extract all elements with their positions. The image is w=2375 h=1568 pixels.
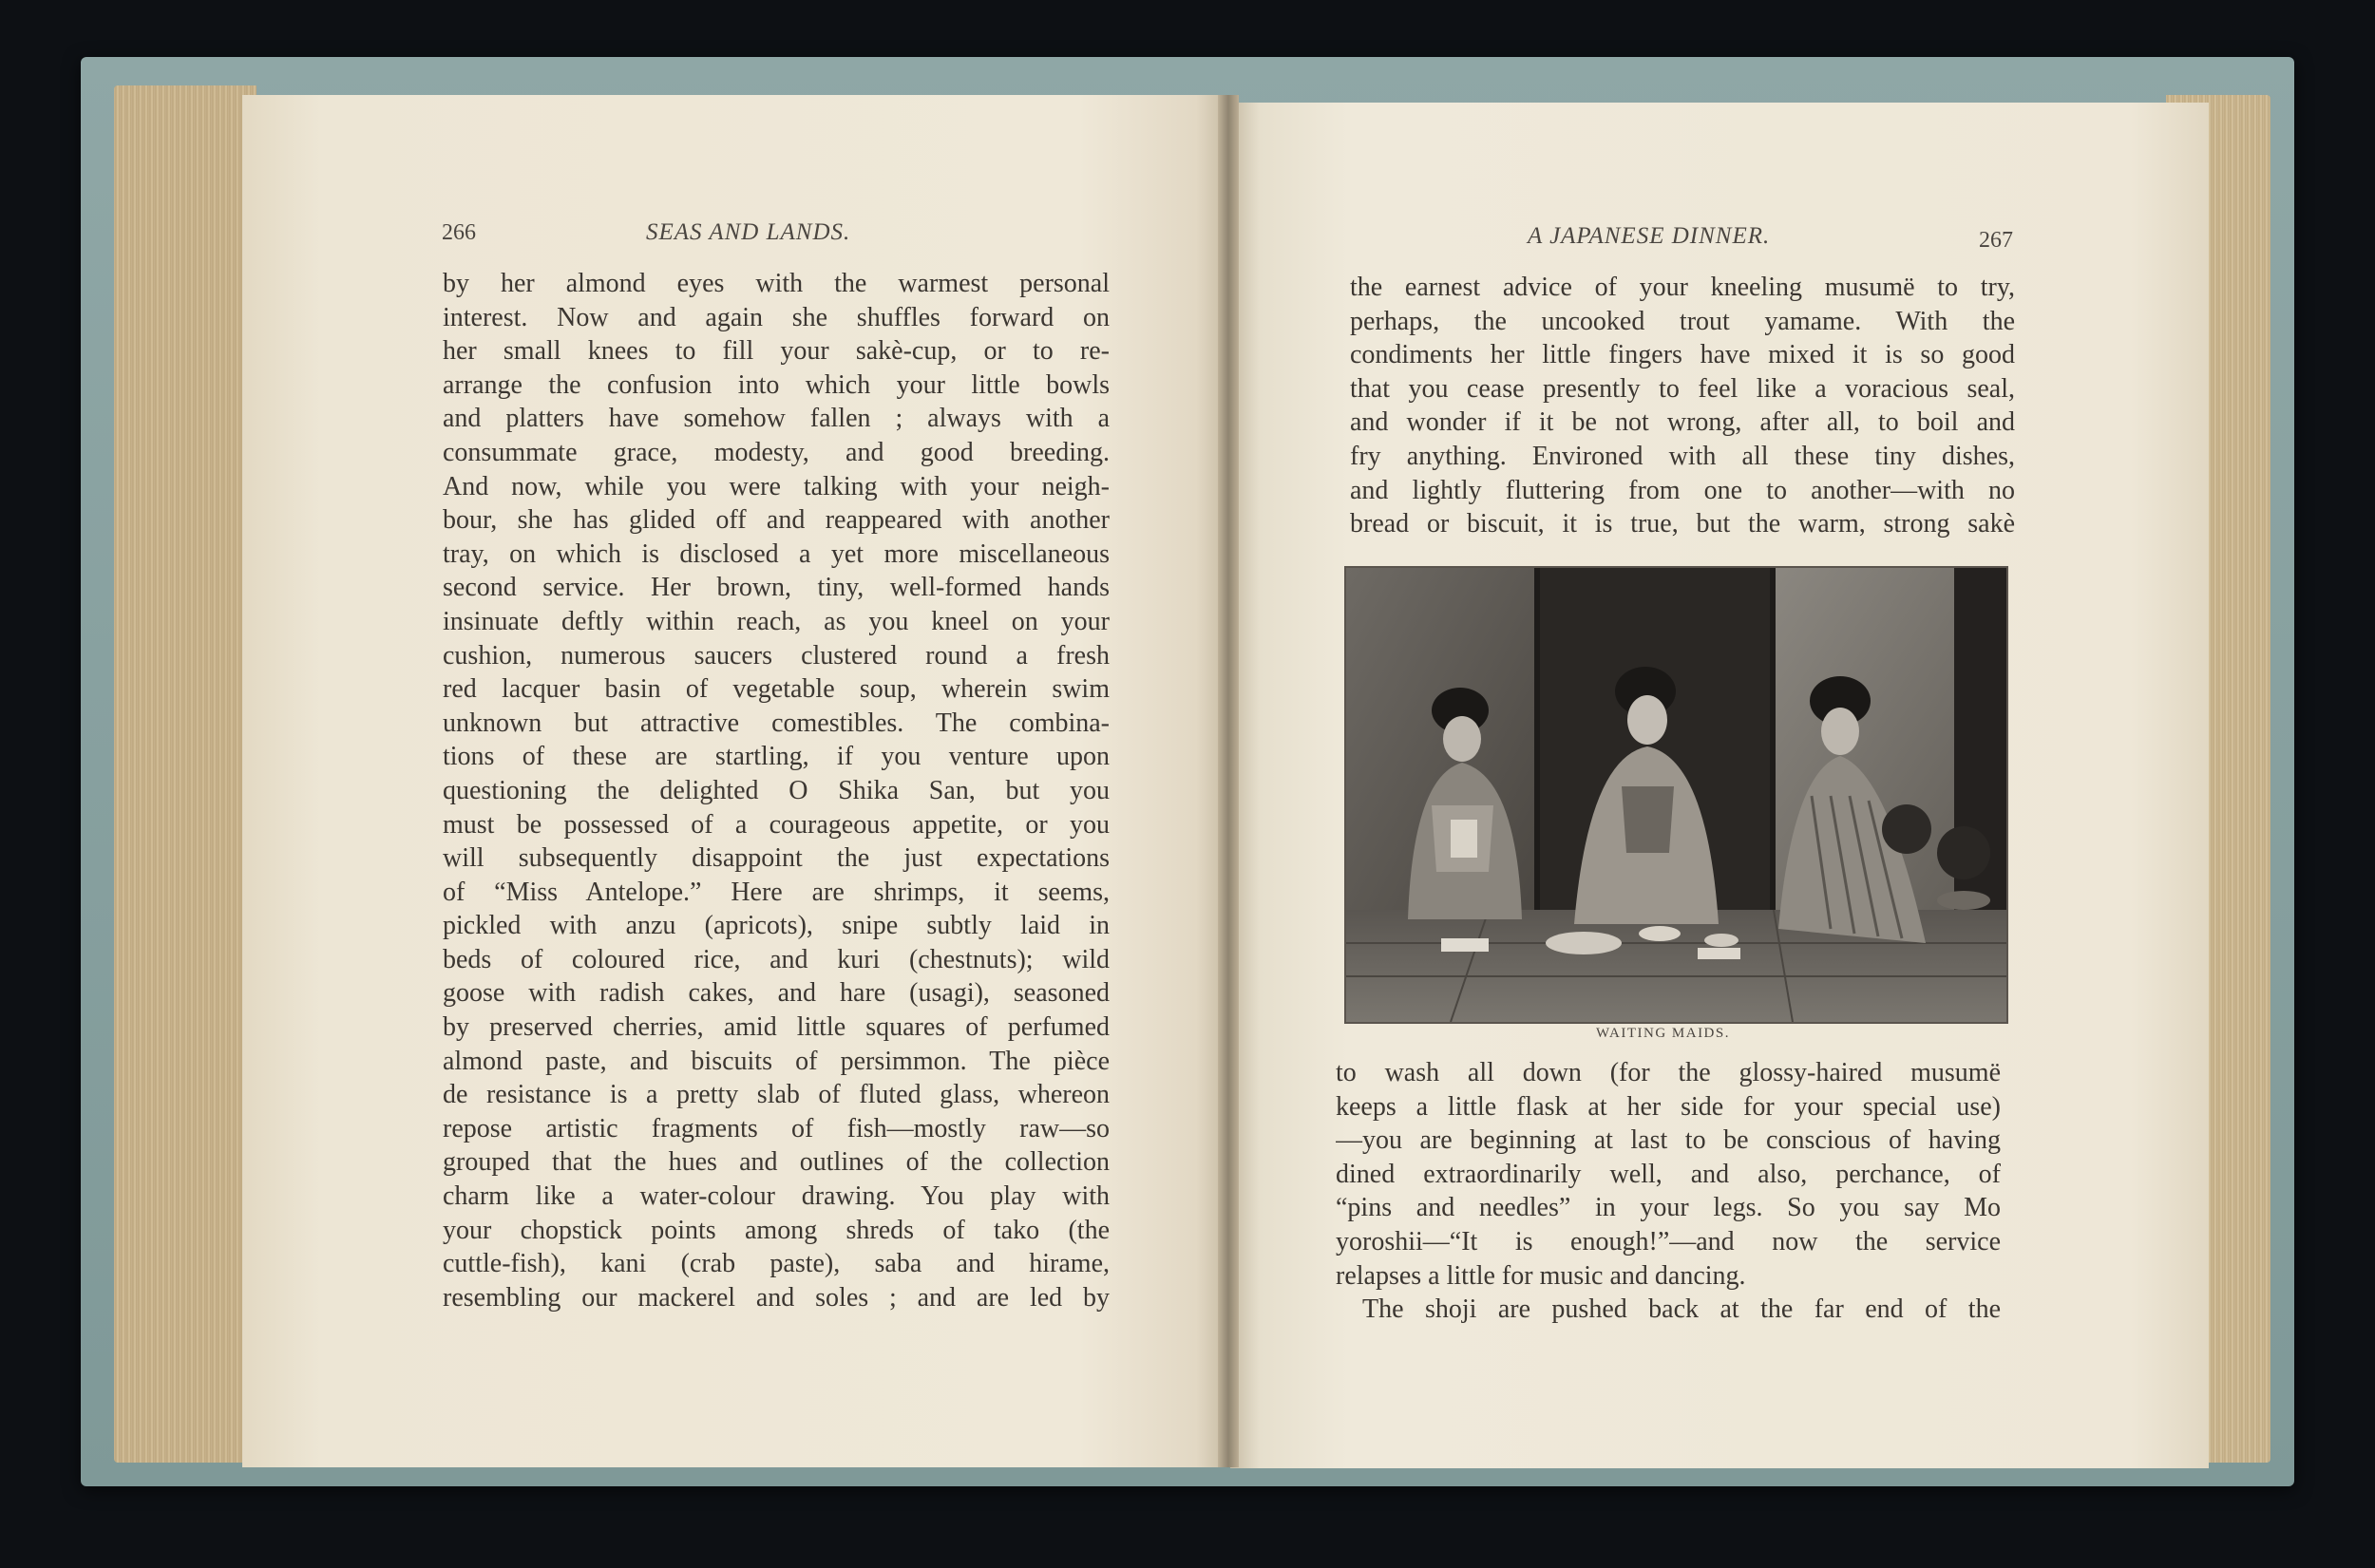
text-line: bread or biscuit, it is true, but the warm, strong sakè [1350, 509, 2015, 539]
book-gutter [1218, 95, 1239, 1467]
left-page-edges [114, 85, 256, 1463]
text-line: relapses a little for music and dancing. [1336, 1260, 1746, 1291]
left-running-head: SEAS AND LANDS. [646, 219, 851, 245]
text-line: questioning the delighted O Shika San, but you [443, 775, 1110, 805]
text-line: almond paste, and biscuits of persimmon. The pièce [443, 1046, 1110, 1076]
text-line: beds of coloured rice, and kuri (chestnuts); wild [443, 944, 1110, 974]
text-line: her small knees to fill your sakè-cup, or to re- [443, 336, 1110, 367]
text-line: perhaps, the uncooked trout yamame. With the [1350, 306, 2015, 336]
right-page-number: 267 [1979, 228, 2013, 253]
right-page-text-bottom [1336, 1056, 2001, 1327]
text-line: condiments her little fingers have mixed it is so good [1350, 340, 2015, 370]
text-line: must be possessed of a courageous appetite, or you [443, 809, 1110, 840]
text-line: and platters have somehow fallen ; always with a [443, 404, 1110, 434]
text-line: “pins and needles” in your legs. So you say Mo [1336, 1193, 2001, 1223]
text-line: tions of these are startling, if you venture upon [443, 742, 1110, 772]
left-page-text [443, 267, 1110, 1314]
text-line: your chopstick points among shreds of tako (the [443, 1215, 1110, 1245]
left-page-number: 266 [442, 220, 476, 245]
text-line: keeps a little flask at her side for your special use) [1336, 1091, 2001, 1122]
text-line: and lightly fluttering from one to another—with no [1350, 475, 2015, 505]
text-line: pickled with anzu (apricots), snipe subtly laid in [443, 911, 1110, 941]
text-line: fry anything. Environed with all these tiny dishes, [1350, 441, 2015, 471]
text-line: The shoji are pushed back at the far end of the [1362, 1294, 2001, 1325]
text-line: charm like a water-colour drawing. You play with [443, 1181, 1110, 1212]
text-line: consummate grace, modesty, and good breeding. [443, 437, 1110, 467]
text-line: second service. Her brown, tiny, well-formed hands [443, 573, 1110, 603]
text-line: will subsequently disappoint the just expectations [443, 843, 1110, 874]
text-line: repose artistic fragments of fish—mostly raw—so [443, 1113, 1110, 1143]
right-running-head: A JAPANESE DINNER. [1528, 223, 1771, 249]
text-line: to wash all down (for the glossy-haired musumë [1336, 1058, 2001, 1087]
text-line: bour, she has glided off and reappeared with another [443, 505, 1110, 536]
text-line: by her almond eyes with the warmest personal [443, 269, 1110, 298]
waiting-maids-photograph [1344, 566, 2008, 1024]
figure-caption: WAITING MAIDS. [1596, 1026, 1730, 1041]
photograph-image [1346, 568, 2006, 1022]
text-line: unknown but attractive comestibles. The combina- [443, 708, 1110, 738]
text-line: of “Miss Antelope.” Here are shrimps, it seems, [443, 877, 1110, 907]
text-line: insinuate deftly within reach, as you kneel on your [443, 606, 1110, 636]
text-line: cuttle-fish), kani (crab paste), saba and hirame, [443, 1249, 1110, 1279]
text-line: de resistance is a pretty slab of fluted glass, whereon [443, 1080, 1110, 1110]
text-line: arrange the confusion into which your little bowls [443, 369, 1110, 400]
text-line: interest. Now and again she shuffles forward on [443, 302, 1110, 332]
text-line: dined extraordinarily well, and also, perchance, of [1336, 1159, 2001, 1189]
text-line: grouped that the hues and outlines of the collection [443, 1147, 1110, 1178]
text-line: yoroshii—“It is enough!”—and now the service [1336, 1226, 2001, 1256]
text-line: cushion, numerous saucers clustered round a fresh [443, 640, 1110, 671]
text-line: —you are beginning at last to be conscious of having [1336, 1125, 2001, 1156]
text-line: and wonder if it be not wrong, after all, to boil and [1350, 407, 2015, 438]
right-page-text-top [1350, 271, 2015, 541]
text-line: by preserved cherries, amid little squares of perfumed [443, 1012, 1110, 1043]
text-line: goose with radish cakes, and hare (usagi), seasoned [443, 978, 1110, 1009]
text-line: tray, on which is disclosed a yet more miscellaneous [443, 538, 1110, 569]
text-line: And now, while you were talking with your neigh- [443, 471, 1110, 501]
text-line: resembling our mackerel and soles ; and are led by [443, 1282, 1110, 1313]
text-line: red lacquer basin of vegetable soup, wherein swim [443, 674, 1110, 705]
text-line: the earnest advice of your kneeling musumë to try, [1350, 273, 2015, 302]
text-line: that you cease presently to feel like a voracious seal, [1350, 373, 2015, 404]
